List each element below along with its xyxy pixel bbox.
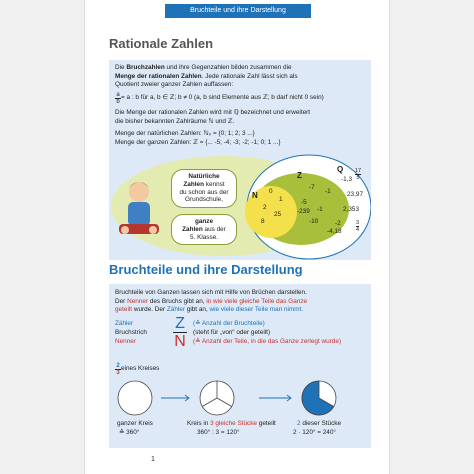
- venn-q-value: 2,353: [343, 206, 359, 213]
- circle1-label-2: ≙ 360°: [119, 428, 140, 436]
- formula-denominator: b: [116, 99, 120, 105]
- whole-circle: [118, 381, 152, 415]
- formula-numerator: a: [116, 92, 120, 98]
- arrow-icon: [161, 395, 189, 401]
- bubble-integer-line-3: 5. Klasse.: [189, 233, 219, 241]
- venn-q-value: 23,97: [347, 191, 363, 198]
- desc-nenner: (≙ Anzahl der Teile, in die das Ganze zerlegt wurde): [193, 338, 342, 345]
- venn-q-fraction: 17 5: [355, 168, 362, 181]
- venn-label-Z: Z: [297, 171, 302, 180]
- circle3-label-2: 2 · 120° = 240°: [293, 428, 336, 436]
- intro-line-3: Quotient zweier ganzer Zahlen auffassen:: [115, 81, 234, 88]
- speech-bubble-integer: [171, 214, 237, 245]
- integer-numbers-line: Menge der ganzen Zahlen: ℤ = {... -5; -4; -3; -2; -1; 0; 1 ...}: [115, 138, 281, 146]
- explanation-line-1: Bruchteile von Ganzen lassen sich mit Hilfe von Brüchen darstellen.: [115, 289, 307, 296]
- example-heading: [115, 363, 159, 376]
- intro-line-1: Die Bruchzahlen und ihre Gegenzahlen bilden zusammen die: [115, 64, 292, 71]
- set-line-2: die bisher bekannten Zahlräume ℕ und ℤ.: [115, 117, 235, 125]
- venn-q-value: -4,18: [327, 228, 342, 235]
- circle1-label-1: ganzer Kreis: [117, 420, 153, 427]
- venn-z-value: -1: [325, 188, 331, 195]
- bubble-natural-line-1: Natürliche: [188, 173, 220, 180]
- venn-q-value: -2: [335, 220, 341, 227]
- running-header: Bruchteile und ihre Darstellung: [165, 4, 311, 18]
- venn-z-value: -10: [309, 218, 319, 225]
- bubble-integer-line-1: ganze: [194, 218, 214, 225]
- book-page: [84, 0, 390, 474]
- fraction-explanation-box: [109, 284, 371, 448]
- set-line-1: Die Menge der rationalen Zahlen wird mit ℚ bezeichnet und erweitert: [115, 109, 311, 116]
- quotient-formula: [115, 92, 324, 105]
- formula-text: = a : b für a, b ∈ ℤ; b ≠ 0 (a, b sind Elemente aus ℤ; b darf nicht 0 sein): [121, 94, 324, 102]
- venn-n-value: 1: [279, 196, 283, 203]
- explanation-line-3: geteilt wurde. Der Zähler gibt an, wie viele dieser Teile man nimmt.: [115, 306, 304, 313]
- explanation-line-2: Der Nenner des Bruchs gibt an, in wie viele gleiche Teile das Ganze: [115, 297, 308, 305]
- circle-two-thirds-shaded: [302, 381, 336, 415]
- speech-bubble-natural: [171, 169, 237, 208]
- venn-illustration: [109, 152, 371, 260]
- definition-box: [109, 60, 371, 260]
- venn-q-fraction: 3 4: [356, 220, 360, 233]
- term-bruchstrich: Bruchstrich: [115, 329, 147, 336]
- circle-diagram: [109, 378, 371, 418]
- venn-label-N: N: [252, 191, 258, 200]
- example-denominator: 3: [116, 370, 120, 376]
- page-number: 1: [151, 456, 155, 463]
- venn-z-value: -239: [297, 208, 310, 215]
- fraction-letter-N: N: [174, 333, 186, 350]
- example-label: eines Kreises: [121, 365, 160, 373]
- intro-line-2: Menge der rationalen Zahlen. Jede rationale Zahl lässt sich als: [115, 72, 298, 80]
- section-title-bruchteile: Bruchteile und ihre Darstellung: [109, 262, 303, 277]
- circle-three-parts: [200, 381, 234, 415]
- term-nenner: Nenner: [115, 338, 136, 345]
- circle2-label-2: 360° : 3 = 120°: [197, 428, 240, 436]
- arrow-icon: [259, 395, 291, 401]
- desc-bruchstrich: (steht für „von“ oder geteilt): [193, 329, 271, 336]
- bubble-natural-line-4: Grundschule,: [184, 196, 223, 204]
- venn-z-value: -5: [301, 199, 307, 206]
- venn-label-Q: Q: [337, 165, 344, 174]
- venn-q-value: -1,3: [341, 176, 353, 183]
- bubble-natural-line-2: Zahlen kennst: [183, 180, 225, 188]
- venn-n-value: 0: [269, 188, 273, 195]
- desc-zaehler: (≙ Anzahl der Bruchteile): [193, 320, 265, 327]
- circle3-label-1: 2 dieser Stücke: [297, 420, 342, 427]
- circle2-label-1: Kreis in 3 gleiche Stücke geteilt: [187, 420, 276, 427]
- term-zaehler: Zähler: [115, 320, 134, 327]
- venn-z-value: -7: [309, 184, 315, 191]
- natural-numbers-line: Menge der natürlichen Zahlen: ℕ₀ = {0; 1; 2; 3 ...}: [115, 130, 255, 137]
- venn-n-value: 8: [261, 218, 265, 225]
- venn-n-value: 2: [263, 204, 267, 211]
- example-numerator: 2: [116, 363, 120, 369]
- fraction-letter-Z: Z: [175, 315, 185, 332]
- section-title-rationale-zahlen: Rationale Zahlen: [109, 36, 214, 51]
- venn-z-value: -1: [317, 206, 323, 213]
- bubble-natural-line-3: du schon aus der: [179, 188, 229, 196]
- bubble-integer-line-2: Zahlen aus der: [182, 225, 226, 233]
- venn-n-value: 25: [274, 211, 282, 218]
